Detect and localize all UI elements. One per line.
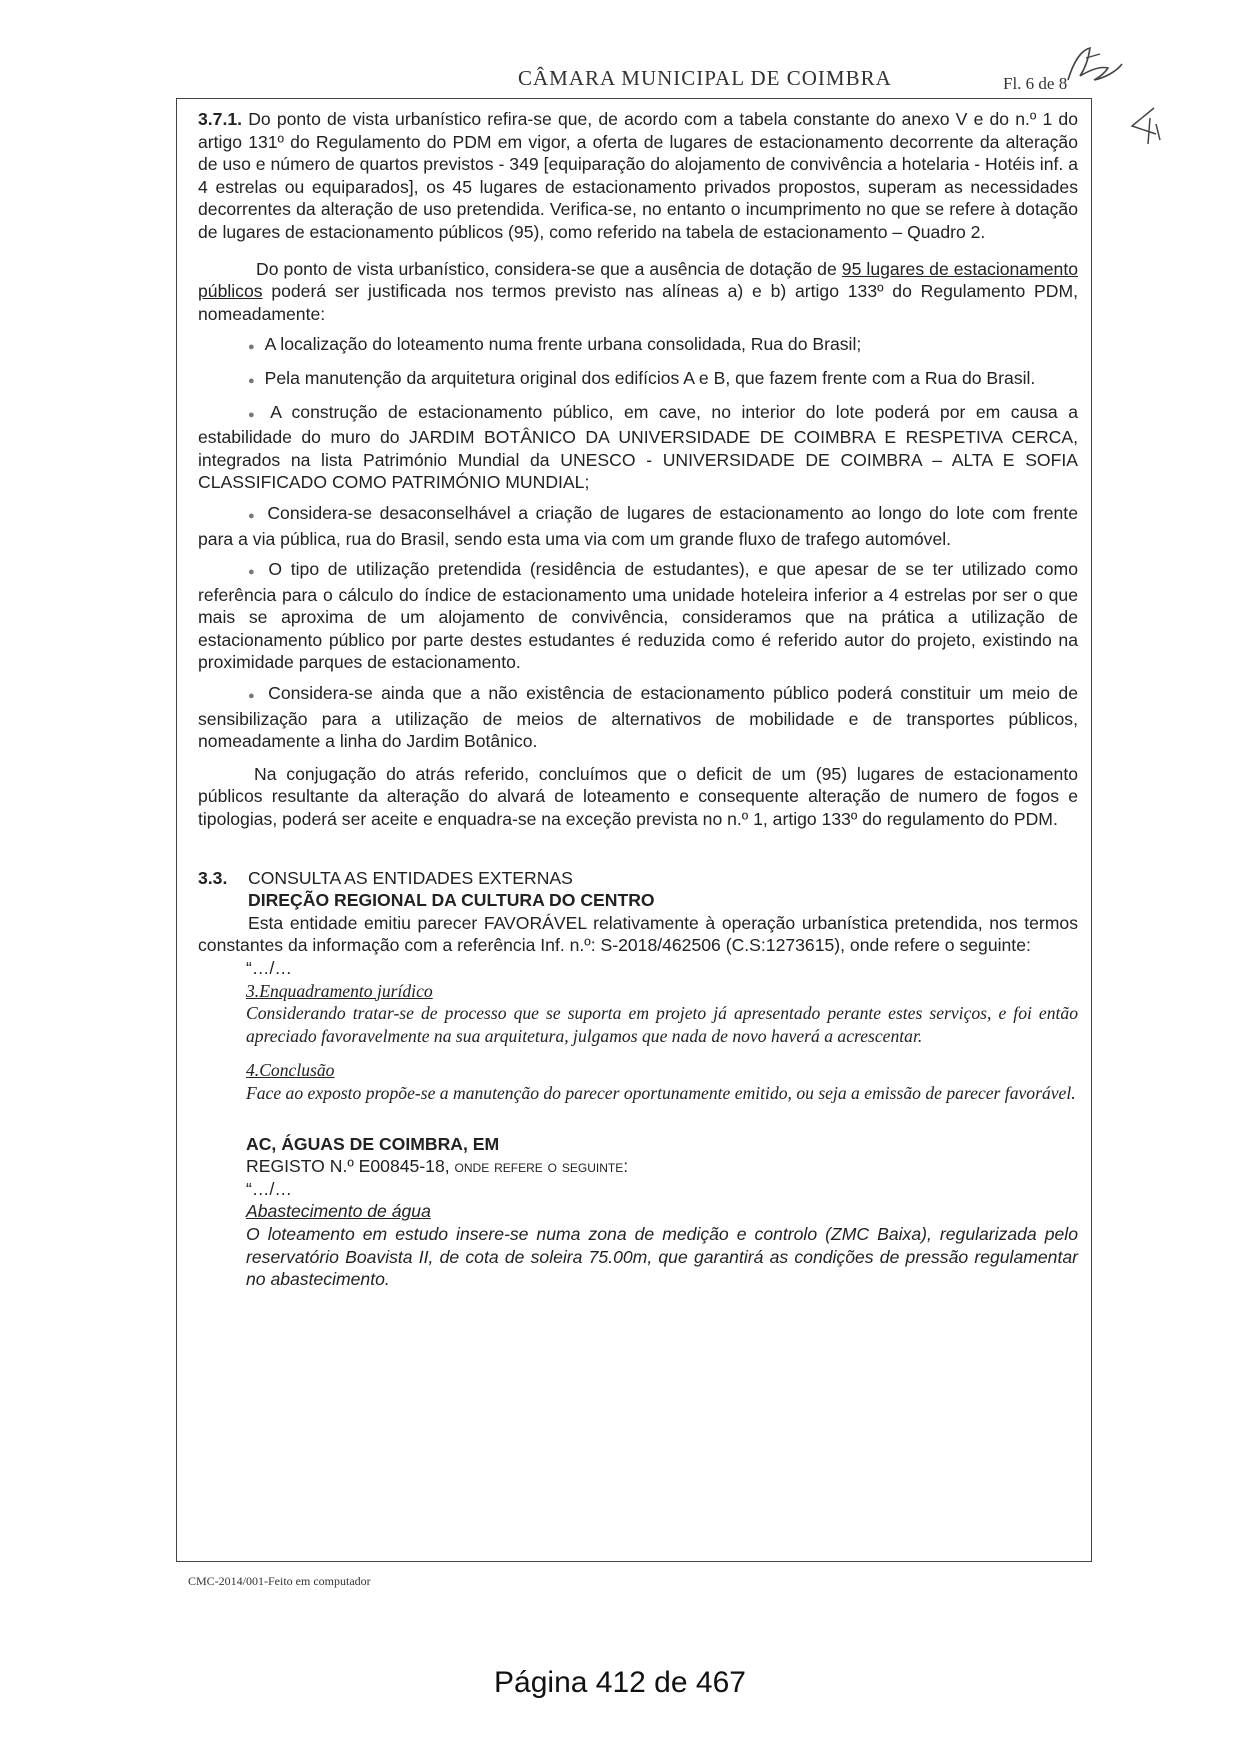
bullet-icon: ● — [248, 374, 255, 387]
quote-heading: 4.Conclusão — [246, 1060, 335, 1081]
underlined-parking-phrase: 95 lugares de estacionamento públicos — [198, 258, 1078, 302]
conclusion-paragraph: Na conjugação do atrás referido, concluímos que o deficit de um (95) lugares de estacionamento públicos resultante da alteração do alvará de loteamento e consequente alteração de numero de fogos e tipologias, poderá ser aceite e enquadra-se na exceção prevista no n.º 1, artigo 133º do regulamento do PDM. — [198, 763, 1078, 830]
list-item: ● Considera-se ainda que a não existência de estacionamento público poderá constituir um meio de sensibilização para a utilização de meios de alternativos de mobilidade e de transportes públicos, nomeadamente a linha do Jardim Botânico. — [198, 683, 1078, 752]
bullet-icon: ● — [248, 341, 255, 354]
section-number: 3.7.1. — [198, 109, 243, 129]
section-number: 3.3. — [198, 867, 228, 888]
list-item: ● O tipo de utilização pretendida (residência de estudantes), e que apesar de se ter utilizado como referência para o cálculo do índice de estacionamento uma unidade hoteleira inferior a 4 estrelas por ser o que mais se aproxima de um alojamento de convivência, consideramos que na prática a utilização de estacionamento público por parte destes estudantes é reduzida como é referido autor do projeto, existindo na proximidade parques de estacionamento. — [198, 559, 1078, 673]
list-item: ● Considera-se desaconselhável a criação de lugares de estacionamento ao longo do lote com frente para a via pública, rua do Brasil, sendo esta uma via com um grande fluxo de trafego automóvel. — [198, 502, 1078, 549]
quote-text: Considerando tratar-se de processo que se suporta em projeto já apresentado perante estes serviços, e foi então apreciado favoravelmente na sua arquitetura, julgamos que nada de novo haverá a acrescentar. — [246, 1003, 1078, 1046]
justification-text-end: poderá ser justificada nos termos previsto nas alíneas a) e b) artigo 133º do Regulamento PDM, nomeadamente: — [198, 281, 1078, 324]
quote-heading: 3.Enquadramento jurídico — [246, 980, 433, 1001]
section-3-3 — [198, 867, 1078, 1291]
entity-name-drcc: DIREÇÃO REGIONAL DA CULTURA DO CENTRO — [248, 890, 655, 911]
handwritten-signature — [1060, 40, 1130, 90]
bullet-icon: ● — [248, 690, 259, 703]
quote-ellipsis: “…/… — [246, 958, 292, 978]
registo-line: REGISTO N.º E00845-18, onde refere o seguinte: — [246, 1156, 629, 1177]
folio-number: Fl. 6 de 8 — [1003, 74, 1068, 93]
section-title: CONSULTA AS ENTIDADES EXTERNAS — [248, 867, 573, 888]
list-item: ● A localização do loteamento numa frente urbana consolidada, Rua do Brasil; — [248, 334, 862, 355]
bullet-icon: ● — [248, 566, 259, 579]
form-code: CMC-2014/001-Feito em computador — [188, 1574, 371, 1588]
entity-drcc-text: Esta entidade emitiu parecer FAVORÁVEL relativamente à operação urbanística pretendida, nos termos constantes da informação com a referência Inf. n.º: S-2018/462506 (C.S:1273615), onde refere o seguinte: — [198, 912, 1078, 956]
justification-text-start: Do ponto de vista urbanístico, considera-se que a ausência de dotação de — [256, 258, 842, 279]
quote-ellipsis: “…/… — [246, 1178, 292, 1199]
quote-text: O loteamento em estudo insere-se numa zona de medição e controlo (ZMC Baixa), regularizada pelo reservatório Boavista II, de cota de soleira 75.00m, que garantirá as condições de pressão regulamentar no abastecimento. — [246, 1223, 1078, 1290]
section-text: Do ponto de vista urbanístico refira-se que, de acordo com a tabela constante do anexo V e do n.º 1 do artigo 131º do Regulamento do PDM em vigor, a oferta de lugares de estacionamento decorrente da alteração de uso e número de quartos previstos - 349 [equiparação do alojamento de convivência a hotelaria - Hotéis inf. a 4 estrelas ou equiparados], os 45 lugares de estacionamento privados propostos, superam as necessidades decorrentes da alteração de uso pretendida. Verifica-se, no entanto o incumprimento no que se refere à dotação de lugares de estacionamento públicos (95), como referido na tabela de estacionamento – Quadro 2. — [198, 109, 1078, 242]
section-3-7-1-paragraph — [198, 108, 1078, 244]
margin-initials-mark — [1126, 104, 1166, 152]
page-header-title: CÂMARA MUNICIPAL DE COIMBRA — [518, 66, 892, 90]
entity-name-aguas: AC, ÁGUAS DE COIMBRA, EM — [246, 1133, 500, 1154]
bullet-icon: ● — [248, 509, 258, 522]
justification-paragraph — [198, 258, 1078, 326]
document-body — [198, 108, 1078, 1291]
bullet-icon: ● — [248, 408, 261, 421]
quote-text: Face ao exposto propõe-se a manutenção do parecer oportunamente emitido, ou seja a emissão de parecer favorável. — [246, 1082, 1076, 1103]
quote-heading: Abastecimento de água — [246, 1201, 431, 1222]
justification-list — [198, 333, 1078, 753]
list-item: ● A construção de estacionamento público, em cave, no interior do lote poderá por em causa a estabilidade do muro do JARDIM BOTÂNICO DA UNIVERSIDADE DE COIMBRA E RESPETIVA CERCA, integrados na lista Património Mundial da UNESCO - UNIVERSIDADE DE COIMBRA – ALTA E SOFIA CLASSIFICADO COMO PATRIMÓNIO MUNDIAL; — [198, 401, 1078, 493]
list-item: ● Pela manutenção da arquitetura original dos edifícios A e B, que fazem frente com a Rua do Brasil. — [248, 367, 1036, 388]
page-number: Página 412 de 467 — [494, 1666, 746, 1699]
